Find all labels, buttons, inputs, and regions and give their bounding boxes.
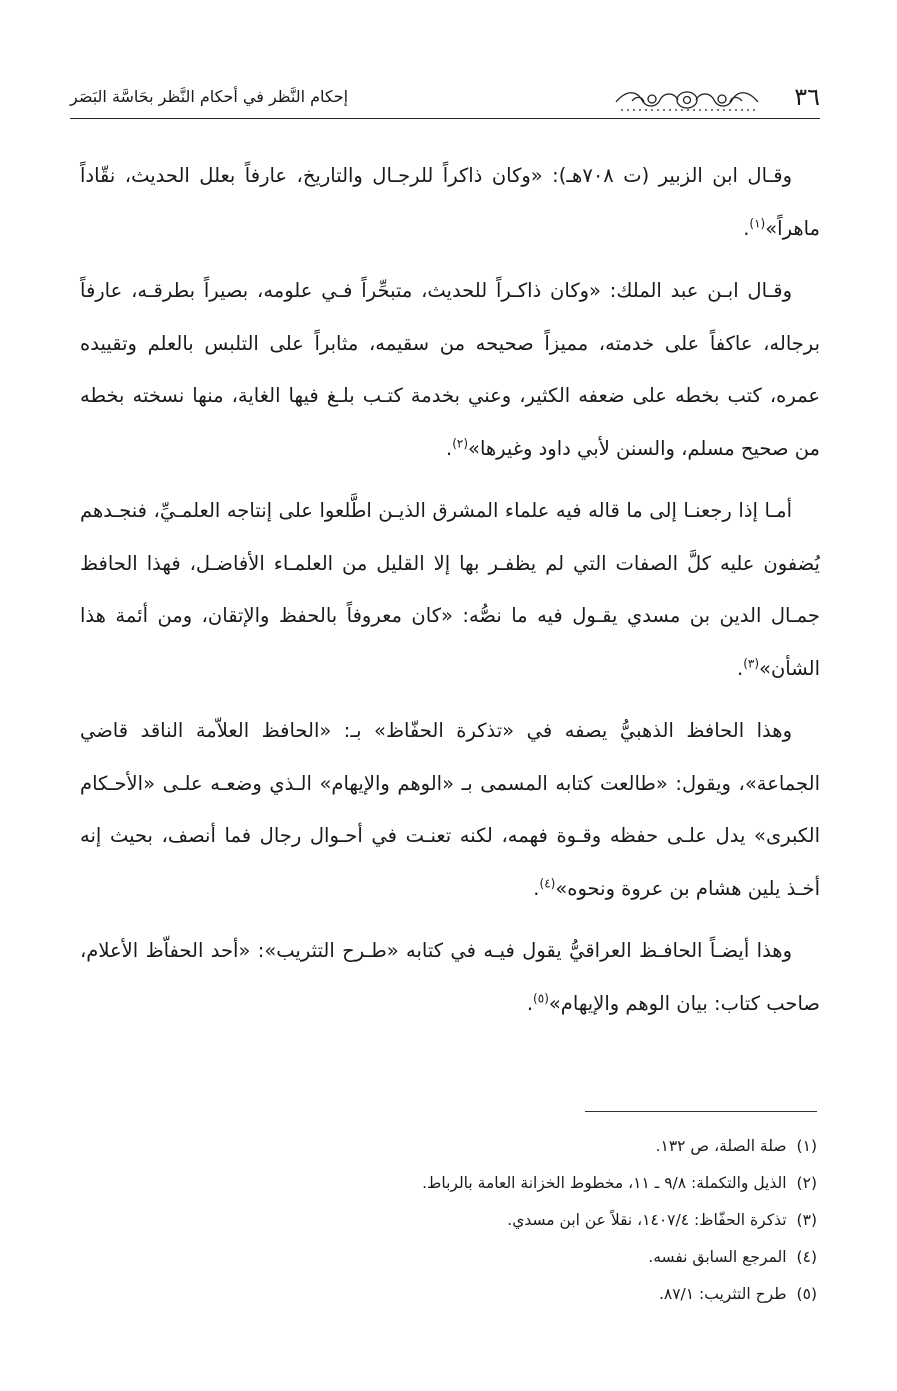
paragraph-end: . bbox=[737, 656, 744, 680]
footnote-text: طرح التثريب: ٨٧/١. bbox=[658, 1285, 787, 1303]
footnote-text: تذكرة الحفّاظ: ١٤٠٧/٤، نقلاً عن ابن مسدي. bbox=[507, 1211, 787, 1229]
running-title: إحكام النَّظر في أحكام النَّظر بحَاسَّة البَصَر bbox=[70, 87, 349, 106]
footnote-reference[interactable]: (٣) bbox=[743, 656, 760, 670]
decorative-ornament-icon bbox=[612, 86, 762, 114]
header-rule bbox=[70, 118, 820, 119]
paragraph-text: وهذا أيضـاً الحافـظ العراقيُّ يقول فيـه في كتابه «طـرح التثريب»: «أحد الحفاّظ الأعلام، صاحب كتاب: بيان الوهم والإيهام» bbox=[80, 939, 820, 1015]
paragraph-ibn-zubayr bbox=[80, 150, 820, 255]
footnote-reference[interactable]: (٤) bbox=[539, 876, 556, 890]
main-text bbox=[80, 150, 820, 1030]
footnote-reference[interactable]: (٢) bbox=[452, 436, 469, 450]
footnote-item bbox=[77, 1128, 817, 1165]
footnote-item bbox=[77, 1165, 817, 1202]
paragraph-text: وقـال ابن الزبير (ت ٧٠٨هـ): «وكان ذاكراً للرجـال والتاريخ، عارفاً بعلل الحديث، نقّاداً ماهراً» bbox=[80, 164, 820, 240]
footnote-number: (٣) bbox=[796, 1211, 817, 1229]
paragraph-end: . bbox=[445, 436, 453, 460]
paragraph-iraqi bbox=[80, 925, 820, 1030]
footnote-item bbox=[77, 1276, 817, 1313]
paragraph-end: . bbox=[526, 991, 534, 1015]
paragraph-end: . bbox=[533, 876, 540, 900]
footnote-number: (٢) bbox=[796, 1174, 817, 1192]
running-header bbox=[70, 82, 820, 122]
footnote-item bbox=[77, 1239, 817, 1276]
footnote-item bbox=[77, 1202, 817, 1239]
footnote-text: الذيل والتكملة: ٩/٨ ـ ١١، مخطوط الخزانة العامة بالرباط. bbox=[422, 1174, 787, 1192]
footnote-number: (١) bbox=[796, 1137, 817, 1155]
paragraph-text: وهذا الحافظ الذهبيُّ يصفه في «تذكرة الحفّاظ» بـ: «الحافظ العلاّمة الناقد قاضي الجماعة»، ويقول: «طالعت كتابه المسمى بـ «الوهم والإيهام» الـذي وضعـه علـى «الأحـكام الكبرى» يدل علـى حفظه وقـوة فهمه، لكنه تعنـت في أحـوال رجال فما أنصف، بحيث إنه أخـذ يلين هشام بن عروة ونحوه» bbox=[80, 719, 820, 900]
paragraph-text: أمـا إذا رجعنـا إلى ما قاله فيه علماء المشرق الذيـن اطَّلعوا على إنتاجه العلمـيِّ، فنجـدهم يُضفون عليه كلَّ الصفات التي لم يظفـر بها إلا القليل من العلمـاء الأفاضـل، فهذا الحافظ جمـال الدين بن مسدي يقـول فيه ما نصُّه: «كان معروفاً بالحفظ والإتقان، ومن أئمة هذا الشأن» bbox=[80, 499, 820, 680]
footnote-reference[interactable]: (٥) bbox=[533, 991, 549, 1005]
footnote-number: (٤) bbox=[796, 1248, 817, 1266]
paragraph-dhahabi bbox=[80, 705, 820, 915]
footnote-text: صلة الصلة، ص ١٣٢. bbox=[655, 1137, 787, 1155]
footnote-text: المرجع السابق نفسه. bbox=[648, 1248, 787, 1266]
paragraph-eastern-scholars bbox=[80, 485, 820, 695]
paragraph-ibn-abd-almalik bbox=[80, 265, 820, 475]
paragraph-end: . bbox=[743, 216, 750, 240]
paragraph-text: وقـال ابـن عبد الملك: «وكان ذاكـراً للحديث، متبحِّراً فـي علومه، بصيراً بطرقـه، عارفاً برجاله، عاكفاً على خدمته، مميزاً صحيحه من سقيمه، مثابراً على التلبس بالعلم وتقييده عمره، كتب بخطه على ضعفه الكثير، وعني بخدمة كتـب بلـغ فيها الغاية، منها نسخته بخطه من صحيح مسلم، والسنن لأبي داود وغيرها» bbox=[80, 279, 820, 460]
footnotes-list bbox=[77, 1128, 817, 1313]
footnote-reference[interactable]: (١) bbox=[749, 216, 766, 230]
footnote-separator bbox=[585, 1111, 817, 1112]
page-number: ٣٦ bbox=[794, 83, 820, 111]
footnote-number: (٥) bbox=[796, 1285, 817, 1303]
